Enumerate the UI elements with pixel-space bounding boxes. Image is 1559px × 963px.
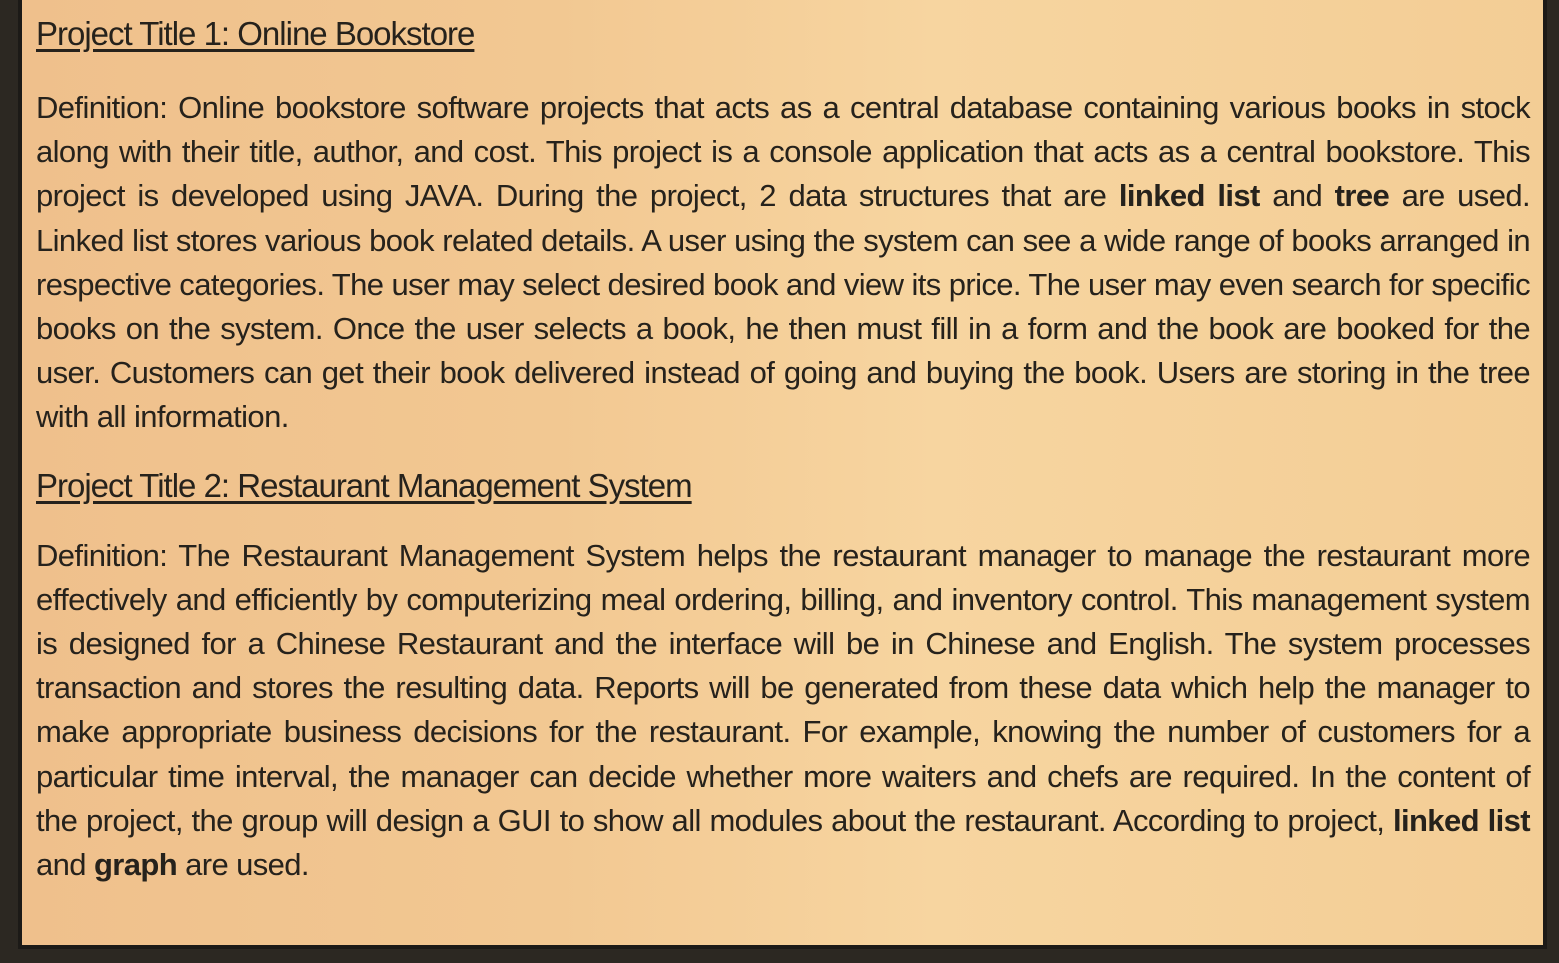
project-2-title: Project Title 2: Restaurant Management System	[36, 466, 692, 504]
keyword-linked-list: linked list	[1118, 178, 1260, 214]
keyword-linked-list: linked list	[1392, 802, 1530, 838]
project-1-definition-text-c: are used. Linked list stores various book related details. A user using the system can see a wide range of books arranged in respective categories. The user may select desired book and view its price. The user may even search for specific books on the system. Once the user selects a book, he then must fill in a form and the book are booked for the user. Customers can get their book delivered instead of going and buying the book. Users are storing in the tree with all information.	[36, 178, 1530, 435]
document-content	[36, 12, 1530, 887]
project-1-definition-text-b: and	[1259, 178, 1335, 214]
project-1-title: Project Title 1: Online Bookstore	[36, 15, 475, 52]
project-2-definition-text-a: Definition: The Restaurant Management System helps the restaurant manager to manage the restaurant more effectively and efficiently by computerizing meal ordering, billing, and inventory control. This management system is designed for a Chinese Restaurant and the interface will be in Chinese and English. The system processes transaction and stores the resulting data. Reports will be generated from these data which help the manager to make appropriate business decisions for the restaurant. For example, knowing the number of customers for a particular time interval, the manager can decide whether more waiters and chefs are required. In the content of the project, the group will design a GUI to show all modules about the restaurant. According to project,	[36, 537, 1530, 838]
keyword-graph: graph	[93, 847, 178, 883]
keyword-tree: tree	[1334, 178, 1390, 214]
project-1-definition	[36, 86, 1530, 440]
project-2-definition-text-b: and	[36, 847, 94, 883]
project-2-definition	[36, 534, 1530, 888]
project-1-definition-text-a: Definition: Online bookstore software projects that acts as a central database containing various books in stock along with their title, author, and cost. This project is a console application that acts as a central bookstore. This project is developed using JAVA. During the project, 2 data structures that are	[36, 90, 1530, 214]
project-2-definition-text-c: are used.	[177, 847, 309, 883]
